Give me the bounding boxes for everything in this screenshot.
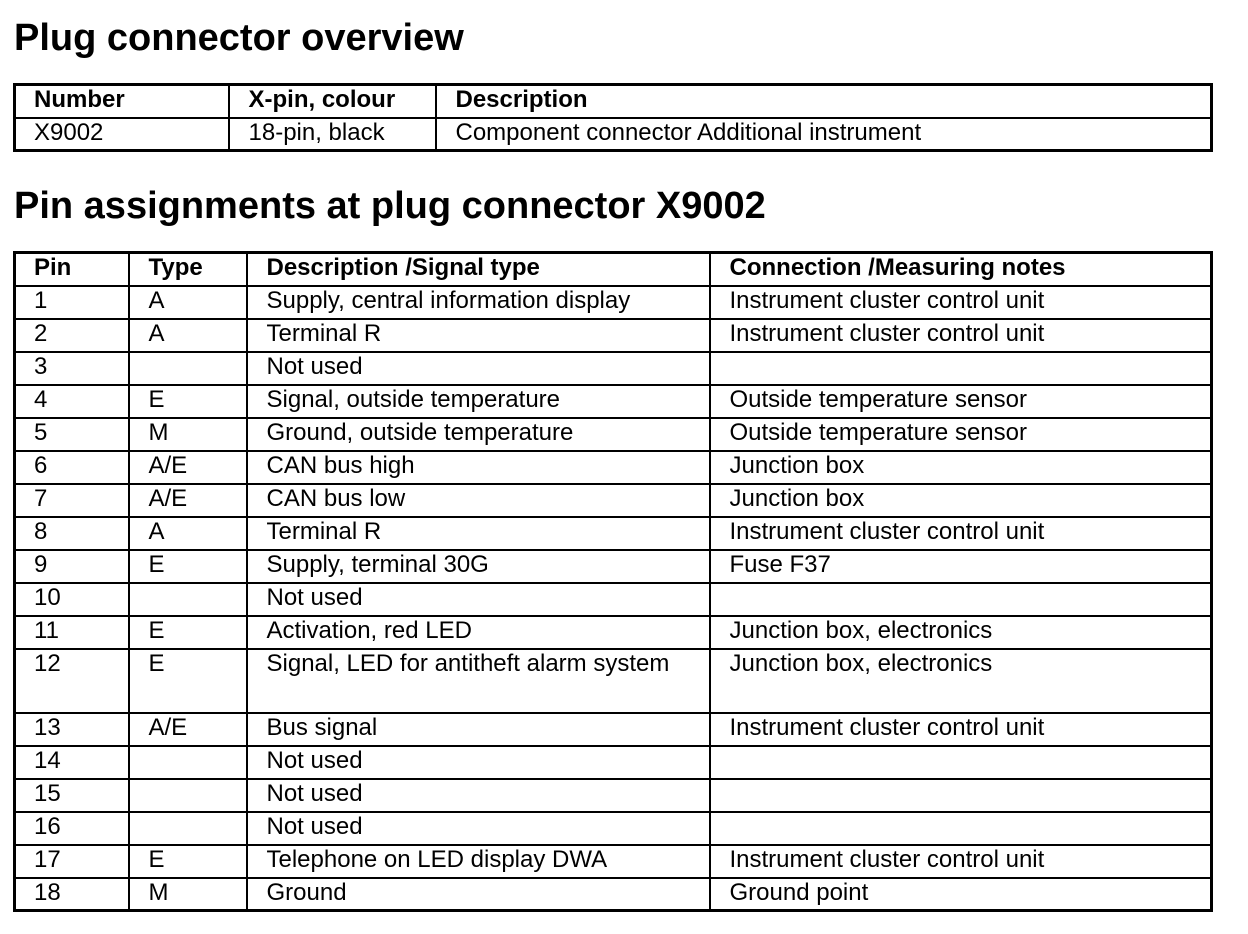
pin-type-cell xyxy=(129,746,247,779)
pin-type-cell: E xyxy=(129,550,247,583)
pin-type-cell: E xyxy=(129,845,247,878)
pin-row xyxy=(15,616,1212,649)
pin-type-cell xyxy=(129,812,247,845)
pin-description-cell: Not used xyxy=(247,352,710,385)
overview-title: Plug connector overview xyxy=(14,17,464,59)
pin-description-cell: Supply, terminal 30G xyxy=(247,550,710,583)
pin-type-cell xyxy=(129,583,247,616)
pin-description-cell: Not used xyxy=(247,746,710,779)
pin-row xyxy=(15,385,1212,418)
overview-number-cell: X9002 xyxy=(15,118,229,151)
overview-header-number: Number xyxy=(15,85,229,118)
overview-header-row xyxy=(15,85,1212,118)
pin-description-cell: Not used xyxy=(247,779,710,812)
pin-number-cell: 11 xyxy=(15,616,129,649)
pin-number-cell: 5 xyxy=(15,418,129,451)
pin-row xyxy=(15,746,1212,779)
pin-row xyxy=(15,451,1212,484)
pin-connection-cell: Junction box, electronics xyxy=(710,616,1212,649)
pin-connection-cell: Outside temperature sensor xyxy=(710,385,1212,418)
overview-row xyxy=(15,118,1212,151)
pin-number-cell: 14 xyxy=(15,746,129,779)
pin-description-cell: Telephone on LED display DWA xyxy=(247,845,710,878)
pin-type-cell: A/E xyxy=(129,484,247,517)
pins-header-row xyxy=(15,253,1212,286)
pins-header-type: Type xyxy=(129,253,247,286)
pin-row xyxy=(15,550,1212,583)
pin-number-cell: 10 xyxy=(15,583,129,616)
pin-row xyxy=(15,484,1212,517)
pin-connection-cell: Junction box xyxy=(710,451,1212,484)
pin-description-cell: Not used xyxy=(247,583,710,616)
pin-connection-cell xyxy=(710,746,1212,779)
pin-number-cell: 6 xyxy=(15,451,129,484)
pin-row xyxy=(15,779,1212,812)
pin-connection-cell: Fuse F37 xyxy=(710,550,1212,583)
pin-number-cell: 18 xyxy=(15,878,129,911)
overview-xpin-cell: 18-pin, black xyxy=(229,118,436,151)
pin-connection-cell: Instrument cluster control unit xyxy=(710,286,1212,319)
pin-description-cell: CAN bus high xyxy=(247,451,710,484)
pin-connection-cell: Instrument cluster control unit xyxy=(710,517,1212,550)
pin-description-cell: Ground, outside temperature xyxy=(247,418,710,451)
pin-number-cell: 2 xyxy=(15,319,129,352)
pin-type-cell: M xyxy=(129,878,247,911)
pin-row xyxy=(15,352,1212,385)
pin-connection-cell: Junction box xyxy=(710,484,1212,517)
pin-number-cell: 16 xyxy=(15,812,129,845)
pin-description-cell: Signal, outside temperature xyxy=(247,385,710,418)
pin-type-cell: E xyxy=(129,385,247,418)
overview-description-cell: Component connector Additional instrument xyxy=(436,118,1212,151)
pin-assignments-table xyxy=(13,251,1213,912)
pin-number-cell: 15 xyxy=(15,779,129,812)
overview-table xyxy=(13,83,1213,152)
pin-description-cell: Terminal R xyxy=(247,319,710,352)
pin-number-cell: 12 xyxy=(15,649,129,713)
pin-description-cell: Signal, LED for antitheft alarm system xyxy=(247,649,710,713)
pin-connection-cell xyxy=(710,352,1212,385)
pin-description-cell: Not used xyxy=(247,812,710,845)
overview-header-xpin-colour: X-pin, colour xyxy=(229,85,436,118)
pin-type-cell: M xyxy=(129,418,247,451)
pin-connection-cell: Ground point xyxy=(710,878,1212,911)
pin-row xyxy=(15,713,1212,746)
pin-connection-cell: Instrument cluster control unit xyxy=(710,713,1212,746)
pin-connection-cell xyxy=(710,583,1212,616)
pin-number-cell: 3 xyxy=(15,352,129,385)
pin-description-cell: Ground xyxy=(247,878,710,911)
pin-connection-cell: Instrument cluster control unit xyxy=(710,845,1212,878)
pin-number-cell: 13 xyxy=(15,713,129,746)
overview-header-description: Description xyxy=(436,85,1212,118)
pin-connection-cell: Outside temperature sensor xyxy=(710,418,1212,451)
pin-number-cell: 4 xyxy=(15,385,129,418)
pin-number-cell: 9 xyxy=(15,550,129,583)
pin-type-cell: A xyxy=(129,286,247,319)
pin-description-cell: Activation, red LED xyxy=(247,616,710,649)
pin-row xyxy=(15,878,1212,911)
pin-type-cell: A xyxy=(129,319,247,352)
pins-header-description: Description /Signal type xyxy=(247,253,710,286)
pins-title: Pin assignments at plug connector X9002 xyxy=(14,185,766,227)
pin-connection-cell xyxy=(710,812,1212,845)
pin-row xyxy=(15,649,1212,713)
pin-row xyxy=(15,517,1212,550)
pin-row xyxy=(15,583,1212,616)
pin-type-cell: E xyxy=(129,649,247,713)
pin-type-cell: E xyxy=(129,616,247,649)
pin-description-cell: Supply, central information display xyxy=(247,286,710,319)
pin-number-cell: 17 xyxy=(15,845,129,878)
pin-description-cell: Terminal R xyxy=(247,517,710,550)
pin-type-cell: A/E xyxy=(129,451,247,484)
pin-description-cell: CAN bus low xyxy=(247,484,710,517)
pin-row xyxy=(15,319,1212,352)
pin-number-cell: 7 xyxy=(15,484,129,517)
pin-row xyxy=(15,286,1212,319)
pin-row xyxy=(15,418,1212,451)
pin-description-cell: Bus signal xyxy=(247,713,710,746)
pin-connection-cell xyxy=(710,779,1212,812)
pin-connection-cell: Instrument cluster control unit xyxy=(710,319,1212,352)
pin-type-cell xyxy=(129,352,247,385)
pin-row xyxy=(15,812,1212,845)
pin-type-cell: A xyxy=(129,517,247,550)
pins-header-pin: Pin xyxy=(15,253,129,286)
pin-number-cell: 8 xyxy=(15,517,129,550)
pin-type-cell xyxy=(129,779,247,812)
pin-row xyxy=(15,845,1212,878)
pin-number-cell: 1 xyxy=(15,286,129,319)
pin-connection-cell: Junction box, electronics xyxy=(710,649,1212,713)
pins-header-connection: Connection /Measuring notes xyxy=(710,253,1212,286)
pin-type-cell: A/E xyxy=(129,713,247,746)
